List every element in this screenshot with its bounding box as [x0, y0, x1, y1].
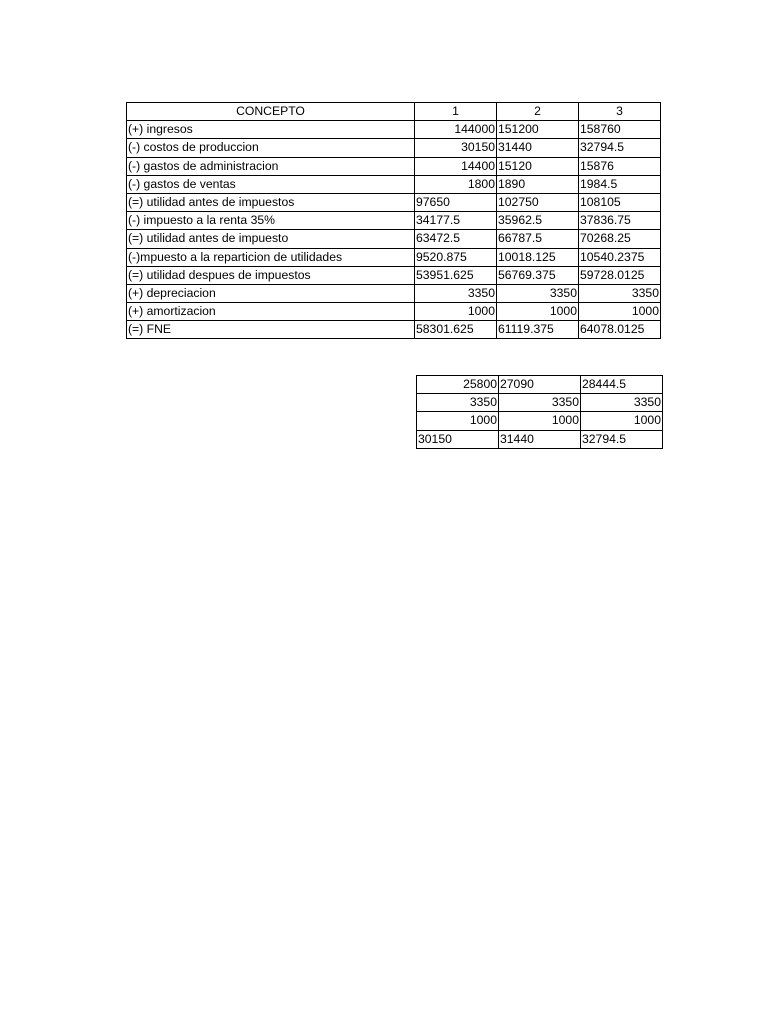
row-label[interactable]: (=) FNE [127, 321, 415, 339]
header-year-2[interactable]: 2 [497, 103, 579, 121]
table-row [127, 193, 661, 211]
cell-year-1[interactable]: 34177.5 [415, 212, 497, 230]
row-label[interactable]: (-)mpuesto a la reparticion de utilidades [127, 248, 415, 266]
cell-col-3[interactable]: 28444.5 [581, 376, 663, 394]
cell-year-1[interactable]: 58301.625 [415, 321, 497, 339]
cell-year-3[interactable]: 59728.0125 [579, 266, 661, 284]
cell-year-2[interactable]: 56769.375 [497, 266, 579, 284]
row-label[interactable]: (=) utilidad despues de impuestos [127, 266, 415, 284]
row-label[interactable]: (=) utilidad antes de impuestos [127, 193, 415, 211]
cell-year-1[interactable]: 1800 [415, 175, 497, 193]
cell-col-3[interactable]: 1000 [581, 412, 663, 430]
cell-col-3[interactable]: 3350 [581, 394, 663, 412]
table-header-row [127, 103, 661, 121]
cell-year-3[interactable]: 70268.25 [579, 230, 661, 248]
cell-year-1[interactable]: 9520.875 [415, 248, 497, 266]
cell-col-1[interactable]: 1000 [417, 412, 499, 430]
row-label[interactable]: (-) costos de produccion [127, 139, 415, 157]
income-statement-table [126, 102, 661, 339]
row-label[interactable]: (+) amortizacion [127, 303, 415, 321]
cell-year-2[interactable]: 3350 [497, 284, 579, 302]
table-row [127, 121, 661, 139]
table-row [417, 376, 663, 394]
cell-col-1[interactable]: 30150 [417, 430, 499, 448]
row-label[interactable]: (-) gastos de ventas [127, 175, 415, 193]
cell-year-3[interactable]: 10540.2375 [579, 248, 661, 266]
cell-col-1[interactable]: 3350 [417, 394, 499, 412]
cell-year-3[interactable]: 1984.5 [579, 175, 661, 193]
cell-col-2[interactable]: 27090 [499, 376, 581, 394]
cell-year-1[interactable]: 63472.5 [415, 230, 497, 248]
cell-col-2[interactable]: 3350 [499, 394, 581, 412]
cell-year-1[interactable]: 1000 [415, 303, 497, 321]
cell-year-2[interactable]: 10018.125 [497, 248, 579, 266]
cell-year-2[interactable]: 66787.5 [497, 230, 579, 248]
cell-col-1[interactable]: 25800 [417, 376, 499, 394]
table-row [417, 394, 663, 412]
row-label[interactable]: (-) impuesto a la renta 35% [127, 212, 415, 230]
table-row [417, 412, 663, 430]
cell-year-1[interactable]: 3350 [415, 284, 497, 302]
table-row [127, 303, 661, 321]
row-label[interactable]: (+) ingresos [127, 121, 415, 139]
cell-year-2[interactable]: 35962.5 [497, 212, 579, 230]
table-row [127, 321, 661, 339]
table-row [127, 139, 661, 157]
cell-year-1[interactable]: 14400 [415, 157, 497, 175]
table-row [127, 212, 661, 230]
table-row [127, 157, 661, 175]
cell-year-1[interactable]: 97650 [415, 193, 497, 211]
cell-col-3[interactable]: 32794.5 [581, 430, 663, 448]
cell-year-3[interactable]: 15876 [579, 157, 661, 175]
header-concepto[interactable]: CONCEPTO [127, 103, 415, 121]
cell-year-2[interactable]: 1890 [497, 175, 579, 193]
cell-col-2[interactable]: 1000 [499, 412, 581, 430]
header-year-1[interactable]: 1 [415, 103, 497, 121]
row-label[interactable]: (-) gastos de administracion [127, 157, 415, 175]
row-label[interactable]: (+) depreciacion [127, 284, 415, 302]
cell-year-1[interactable]: 30150 [415, 139, 497, 157]
cell-year-2[interactable]: 102750 [497, 193, 579, 211]
secondary-table [416, 375, 663, 449]
cell-year-3[interactable]: 158760 [579, 121, 661, 139]
table-row [127, 266, 661, 284]
table-row [127, 175, 661, 193]
cell-year-3[interactable]: 64078.0125 [579, 321, 661, 339]
cell-year-3[interactable]: 3350 [579, 284, 661, 302]
cell-year-3[interactable]: 37836.75 [579, 212, 661, 230]
cell-year-3[interactable]: 1000 [579, 303, 661, 321]
cell-col-2[interactable]: 31440 [499, 430, 581, 448]
cell-year-2[interactable]: 1000 [497, 303, 579, 321]
table-row [417, 430, 663, 448]
cell-year-2[interactable]: 15120 [497, 157, 579, 175]
cell-year-1[interactable]: 144000 [415, 121, 497, 139]
cell-year-3[interactable]: 32794.5 [579, 139, 661, 157]
table-row [127, 248, 661, 266]
row-label[interactable]: (=) utilidad antes de impuesto [127, 230, 415, 248]
cell-year-2[interactable]: 61119.375 [497, 321, 579, 339]
table-row [127, 284, 661, 302]
cell-year-1[interactable]: 53951.625 [415, 266, 497, 284]
table-row [127, 230, 661, 248]
cell-year-2[interactable]: 151200 [497, 121, 579, 139]
cell-year-3[interactable]: 108105 [579, 193, 661, 211]
header-year-3[interactable]: 3 [579, 103, 661, 121]
cell-year-2[interactable]: 31440 [497, 139, 579, 157]
